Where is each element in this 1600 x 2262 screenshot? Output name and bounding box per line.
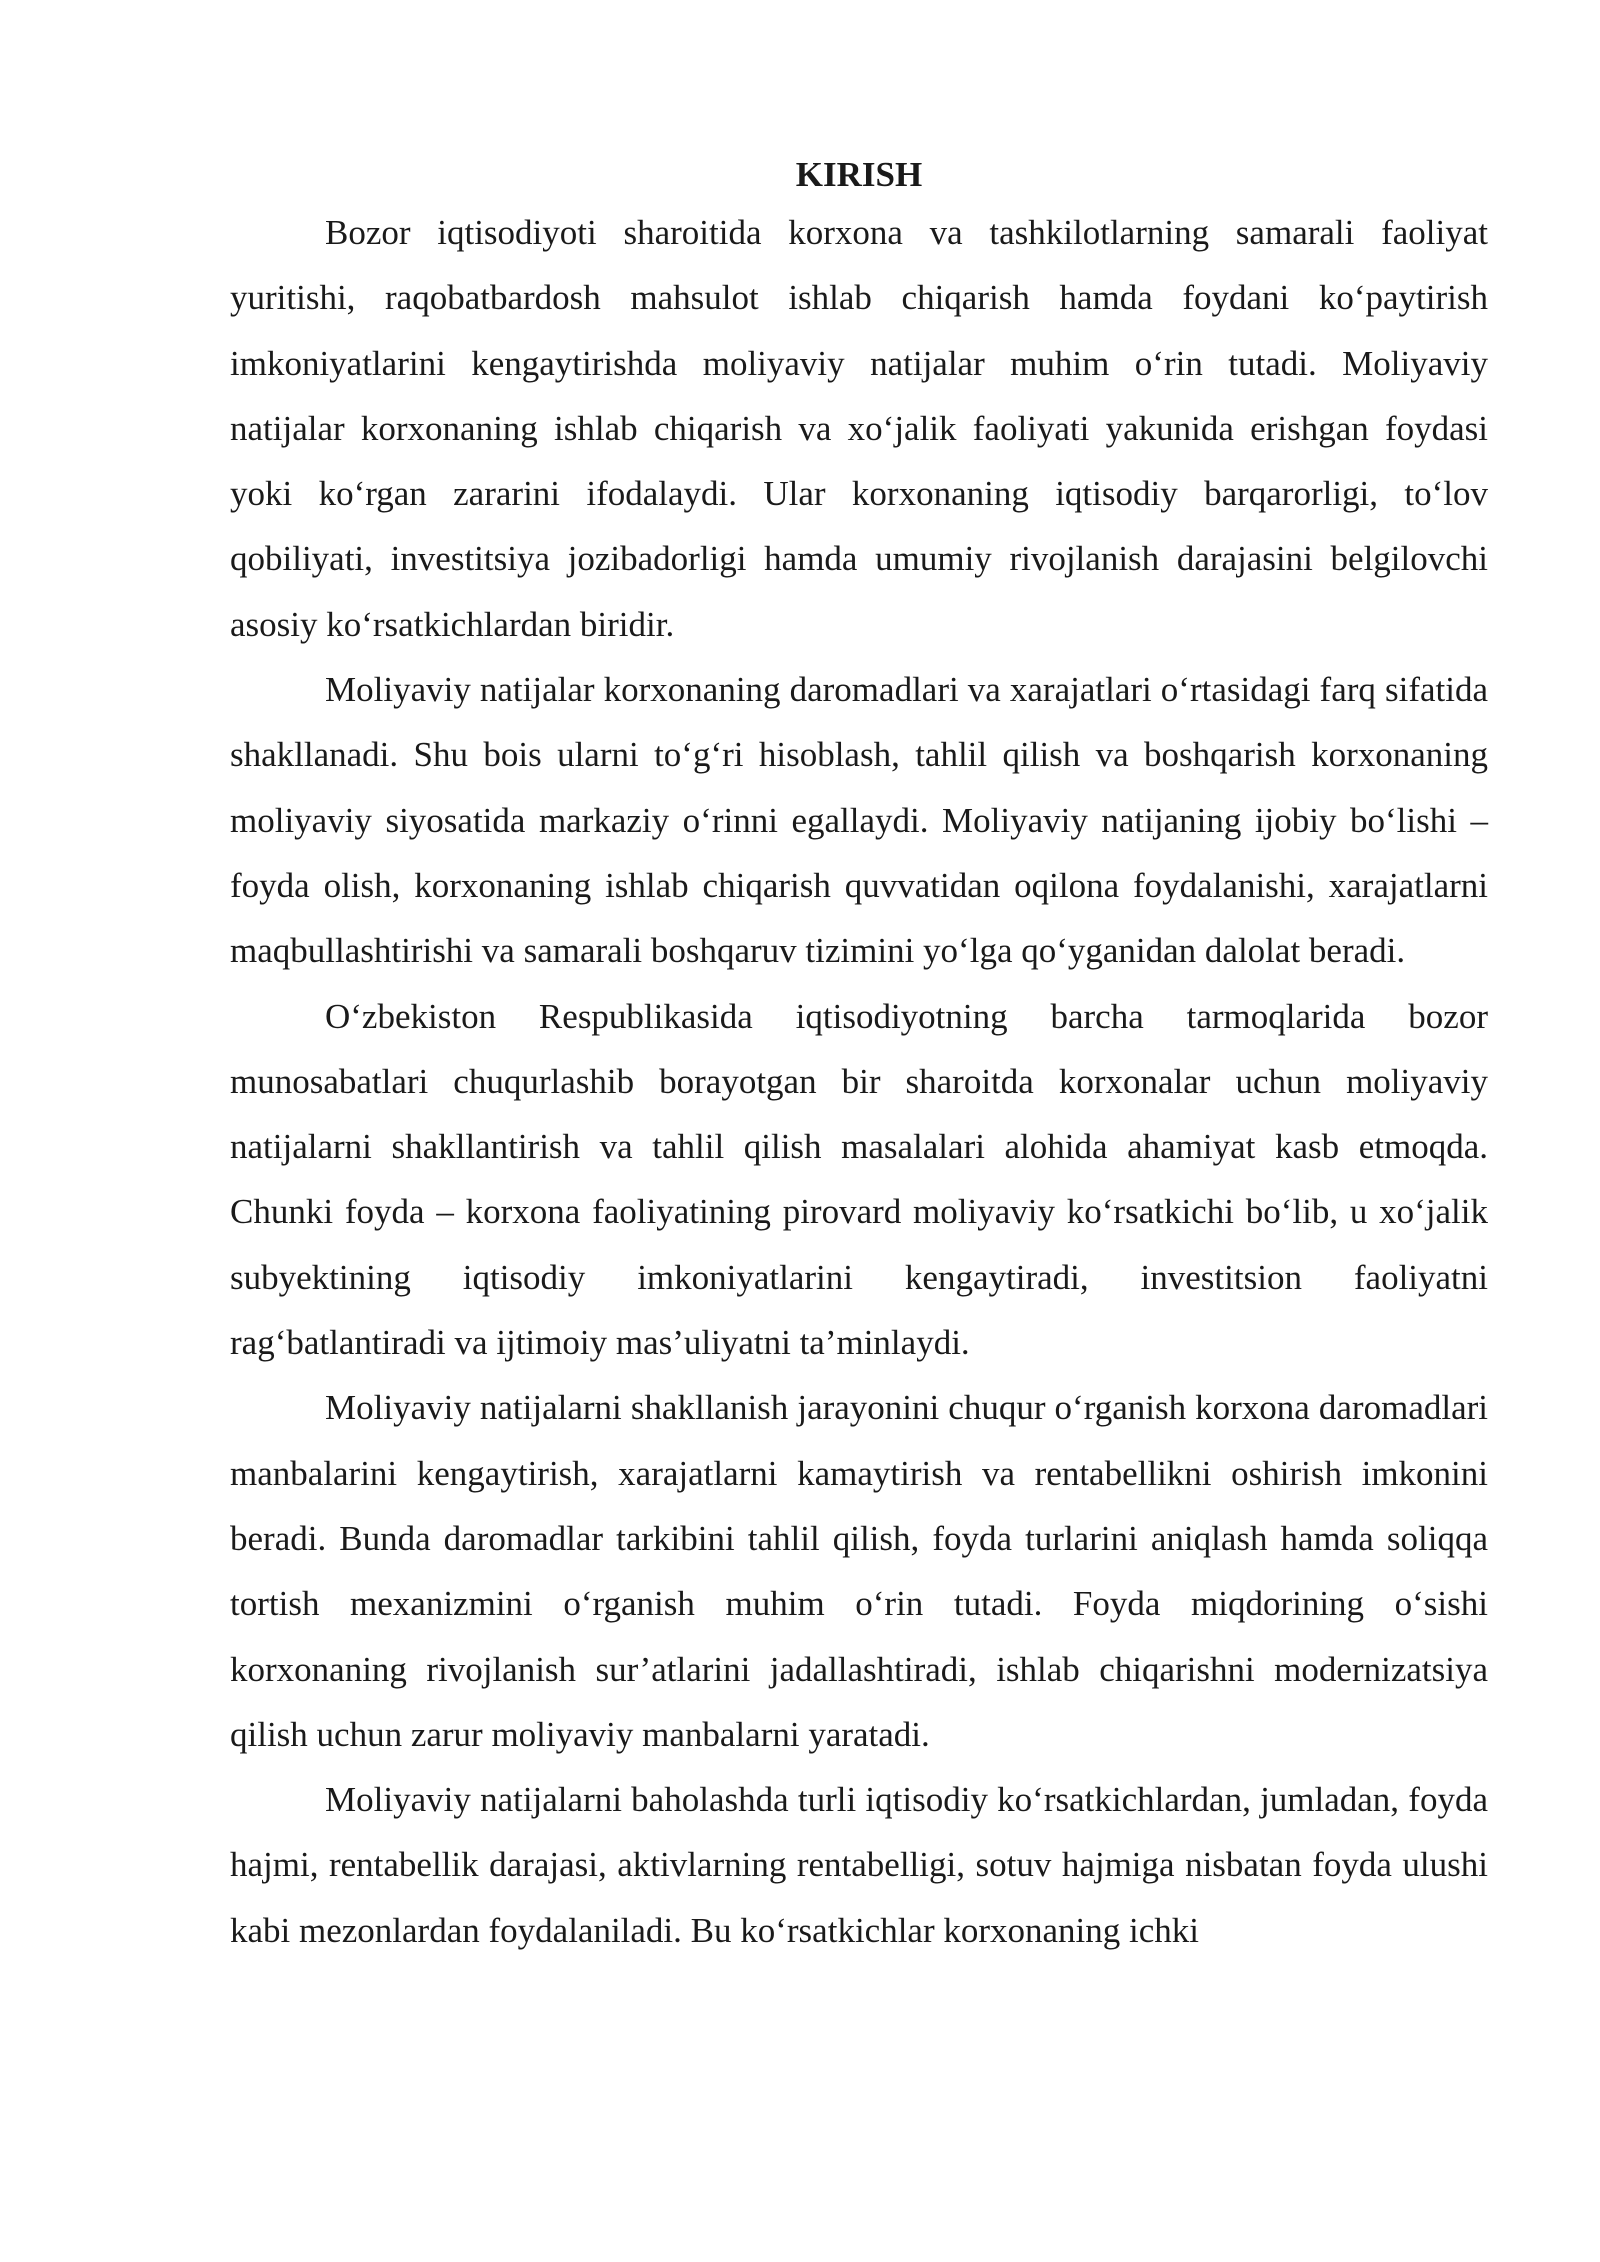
paragraph-2: Moliyaviy natijalar korxonaning daromadlari va xarajatlari o‘rtasidagi farq sifatida shakllanadi. Shu bois ularni to‘g‘ri hisoblash, tahlil qilish va boshqarish korxonaning moliyaviy siyosatida markaziy o‘rinni egallaydi. Moliyaviy natijaning ijobiy bo‘lishi – foyda olish, korxonaning ishlab chiqarish quvvatidan oqilona foydalanishi, xarajatlarni maqbullashtirishi va samarali boshqaruv tizimini yo‘lga qo‘yganidan dalolat beradi. — [230, 670, 1488, 971]
document-body — [230, 150, 1488, 1963]
paragraph-4: Moliyaviy natijalarni shakllanish jarayonini chuqur o‘rganish korxona daromadlari manbalarini kengaytirish, xarajatlarni kamaytirish va rentabellikni oshirish imkonini beradi. Bunda daromadlar tarkibini tahlil qilish, foyda turlarini aniqlash hamda soliqqa tortish mexanizmini o‘rganish muhim o‘rin tutadi. Foyda miqdorining o‘sishi korxonaning rivojlanish sur’atlarini jadallashtiradi, ishlab chiqarishni modernizatsiya qilish uchun zarur moliyaviy manbalarni yaratadi. — [230, 1388, 1488, 1754]
paragraph-3: O‘zbekiston Respublikasida iqtisodiyotning barcha tarmoqlarida bozor munosabatlari chuqurlashib borayotgan bir sharoitda korxonalar uchun moliyaviy natijalarni shakllantirish va tahlil qilish masalalari alohida ahamiyat kasb etmoqda. Chunki foyda – korxona faoliyatining pirovard moliyaviy ko‘rsatkichi bo‘lib, u xo‘jalik subyektining iqtisodiy imkoniyatlarini kengaytiradi, investitsion faoliyatni rag‘batlantiradi va ijtimoiy mas’uliyatni ta’minlaydi. — [230, 996, 1488, 1363]
paragraph-1: Bozor iqtisodiyoti sharoitida korxona va tashkilotlarning samarali faoliyat yuritishi, raqobatbardosh mahsulot ishlab chiqarish hamda foydani ko‘paytirish imkoniyatlarini kengaytirishda moliyaviy natijalar muhim o‘rin tutadi. Moliyaviy natijalar korxonaning ishlab chiqarish va xo‘jalik faoliyati yakunida erishgan foydasi yoki ko‘rgan zararini ifodalaydi. Ular korxonaning iqtisodiy barqarorligi, to‘lov qobiliyati, investitsiya jozibadorligi hamda umumiy rivojlanish darajasini belgilovchi asosiy ko‘rsatkichlardan biridir. — [230, 213, 1488, 644]
paragraph-5: Moliyaviy natijalarni baholashda turli iqtisodiy ko‘rsatkichlardan, jumladan, foyda hajmi, rentabellik darajasi, aktivlarning rentabelligi, sotuv hajmiga nisbatan foyda ulushi kabi mezonlardan foydalaniladi. Bu ko‘rsatkichlar korxonaning ichki — [230, 1780, 1488, 1950]
page-title: KIRISH — [795, 155, 923, 194]
